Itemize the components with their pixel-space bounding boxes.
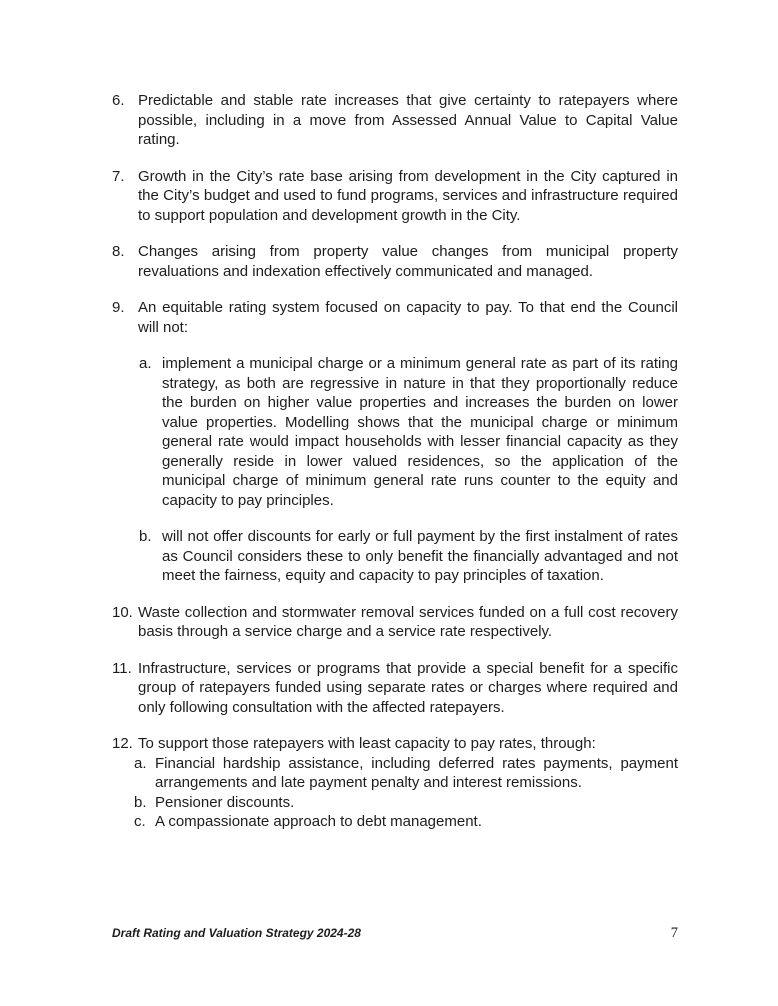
sublist-item-letter: c. (134, 813, 146, 830)
list-item-9a (139, 354, 678, 510)
list-item-9 (112, 298, 678, 337)
sublist-item-letter: b. (134, 793, 147, 811)
page-footer (112, 925, 678, 942)
list-item-10 (112, 603, 678, 642)
list-item-12c (134, 812, 678, 832)
sublist-item-text: will not offer discounts for early or full payment by the first instalment of rates as Council considers these to only benefit the financially advantaged and not meet the fairness, equity and capacity to pay principles of taxation. (162, 528, 678, 584)
list-item-number: 6. (112, 92, 125, 109)
sublist-item-text: Pensioner discounts. (155, 793, 295, 811)
list-item-number: 10. (112, 603, 133, 621)
list-item-number: 9. (112, 299, 125, 316)
list-item-text: Changes arising from property value changes from municipal property revaluations and indexation effectively communicated and managed. (138, 243, 678, 280)
list-item-7 (112, 167, 678, 226)
list-item-text: Predictable and stable rate increases that give certainty to ratepayers where possible, including in a move from Assessed Annual Value to Capital Value rating. (138, 92, 678, 148)
sublist-item-text: implement a municipal charge or a minimum general rate as part of its rating strategy, as both are regressive in nature in that they proportionally reduce the burden on higher value properties and increases the burden on lower value properties. Modelling shows that the municipal charge or minimum general rate would impact households with lesser financial capacity as they generally reside in lower valued residences, so the application of the municipal charge of minimum general rate runs counter to the equity and capacity to pay principles. (162, 355, 678, 509)
list-item-text: Waste collection and stormwater removal services funded on a full cost recovery basis through a service charge and a service rate respectively. (138, 603, 678, 640)
sublist-item-text: Financial hardship assistance, including deferred rates payments, payment arrangements and late payment penalty and interest remissions. (155, 754, 678, 791)
page-body (112, 91, 678, 832)
footer-document-title: Draft Rating and Valuation Strategy 2024-28 (112, 926, 361, 940)
list-item-12a (134, 754, 678, 793)
sublist-item-text: A compassionate approach to debt management. (155, 813, 482, 830)
list-item-number: 12. (112, 735, 133, 752)
list-item-number: 7. (112, 167, 125, 185)
list-item-number: 11. (112, 659, 132, 677)
list-item-8 (112, 242, 678, 281)
sublist-item-letter: b. (139, 528, 152, 545)
list-item-text: Growth in the City’s rate base arising from development in the City captured in the City’s budget and used to fund programs, services and infrastructure required to support population and development growth in the City. (138, 167, 678, 224)
list-item-text: An equitable rating system focused on capacity to pay. To that end the Council will not: (138, 299, 678, 336)
list-item-12b (134, 793, 678, 813)
list-item-11 (112, 659, 678, 718)
sublist-item-letter: a. (134, 754, 147, 772)
sublist-item-letter: a. (139, 355, 152, 372)
list-item-6 (112, 91, 678, 150)
list-item-12 (112, 734, 678, 754)
list-item-text: To support those ratepayers with least capacity to pay rates, through: (138, 735, 596, 752)
list-item-number: 8. (112, 243, 125, 260)
page-number: 7 (670, 925, 678, 941)
list-item-9b (139, 527, 678, 586)
list-item-text: Infrastructure, services or programs that provide a special benefit for a specific group of ratepayers funded using separate rates or charges where required and only following consultation with the affected ratepayers. (138, 659, 678, 716)
